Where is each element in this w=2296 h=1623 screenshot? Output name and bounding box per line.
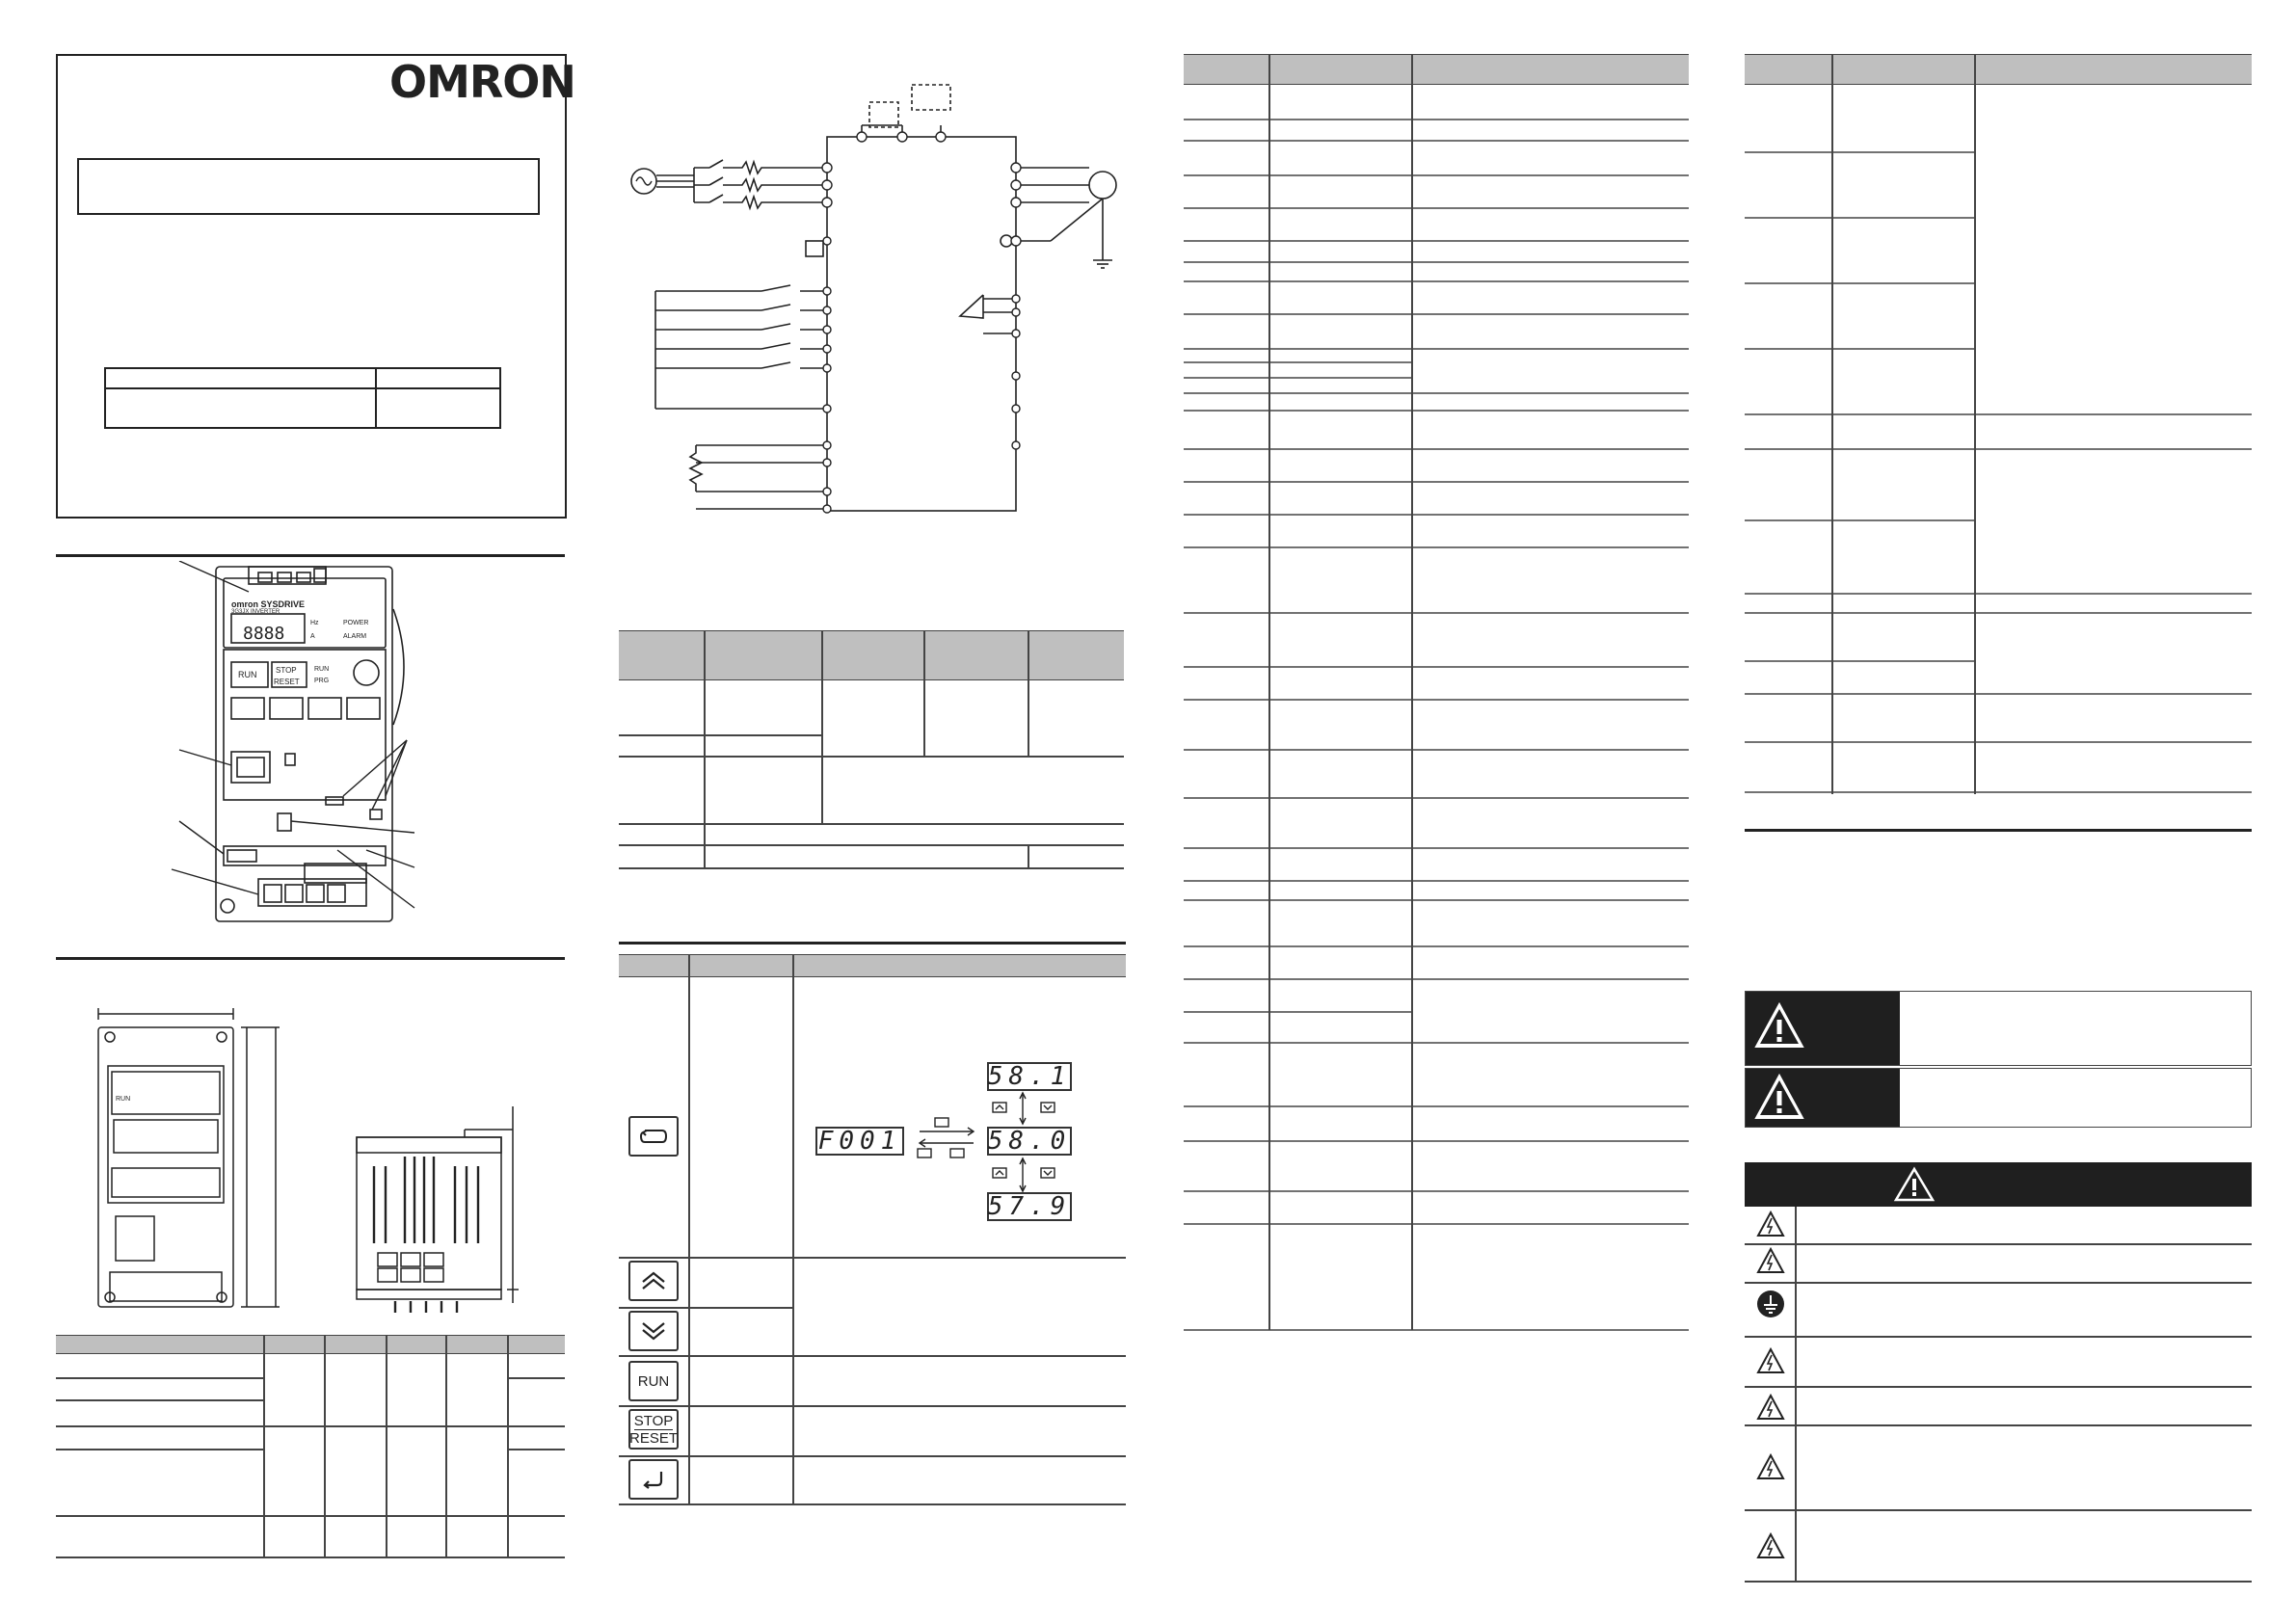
safety-header-warning-icon	[1893, 1166, 1936, 1203]
section-rule-part-names	[56, 554, 565, 557]
electric-shock-icon	[1756, 1247, 1785, 1274]
section-rule-operation	[619, 942, 1126, 945]
cover-frame	[56, 54, 567, 519]
electric-shock-icon	[1756, 1211, 1785, 1237]
inverter-front-drawing	[135, 561, 443, 925]
operation-key-table	[619, 954, 1126, 1505]
warning-box-2	[1745, 1068, 2252, 1128]
svg-text:STOP: STOP	[276, 666, 297, 675]
dimension-drawing-front	[87, 1002, 299, 1320]
safety-list	[1745, 1207, 2252, 1583]
svg-text:RUN: RUN	[238, 670, 257, 679]
stop-reset-key[interactable]	[628, 1409, 679, 1450]
electric-shock-icon	[1756, 1453, 1785, 1480]
section-rule-safety	[1745, 829, 2252, 832]
display-code: F001	[815, 1127, 904, 1156]
svg-text:Hz: Hz	[310, 620, 319, 626]
enter-key-icon	[640, 1470, 667, 1489]
caution-triangle-icon	[1752, 1072, 1806, 1124]
mode-key[interactable]	[628, 1116, 679, 1157]
stop-label: STOP	[633, 1412, 674, 1429]
svg-text:RUN: RUN	[116, 1096, 131, 1103]
section-rule-dimensions	[56, 957, 565, 960]
svg-text:ALARM: ALARM	[343, 633, 367, 640]
increment-key[interactable]	[628, 1261, 679, 1301]
omron-logo: OMRON	[389, 56, 575, 108]
display-value-up: 58.1	[987, 1062, 1072, 1091]
reset-label: RESET	[629, 1429, 679, 1447]
svg-text:3G3JX INVERTER: 3G3JX INVERTER	[231, 609, 280, 615]
svg-text:POWER: POWER	[343, 620, 369, 626]
warning-triangle-icon	[1752, 1000, 1806, 1052]
decrement-key[interactable]	[628, 1311, 679, 1351]
warning-box-1	[1745, 991, 2252, 1066]
spec-table-inputs	[619, 630, 1124, 869]
mode-key-icon	[639, 1128, 668, 1145]
svg-text:RUN: RUN	[314, 666, 330, 673]
svg-text:omron SYSDRIVE: omron SYSDRIVE	[231, 599, 306, 609]
increment-key-icon	[639, 1270, 668, 1291]
dimension-drawing-side	[349, 1099, 522, 1316]
svg-text:PRG: PRG	[314, 678, 330, 684]
electric-shock-icon	[1756, 1394, 1785, 1421]
electric-shock-icon	[1756, 1532, 1785, 1559]
model-table	[104, 367, 501, 429]
display-navigation-arrows	[906, 1091, 1080, 1226]
parameter-table-2-rows	[1745, 54, 2252, 796]
electric-shock-icon	[1756, 1347, 1785, 1374]
svg-text:RESET: RESET	[274, 678, 300, 686]
title-box	[77, 158, 540, 215]
svg-text:A: A	[310, 633, 315, 640]
display-value-mid: 58.0	[987, 1127, 1072, 1156]
ground-icon	[1756, 1290, 1785, 1318]
parameter-table-1-rows	[1184, 54, 1689, 1332]
enter-key[interactable]	[628, 1459, 679, 1500]
safety-header-bar	[1745, 1162, 2252, 1207]
panel-display-digits: 8888	[243, 624, 285, 644]
decrement-key-icon	[639, 1320, 668, 1342]
display-value-down: 57.9	[987, 1192, 1072, 1221]
wiring-diagram	[617, 67, 1137, 530]
dimension-table	[56, 1335, 565, 1558]
run-key[interactable]: RUN	[628, 1361, 679, 1401]
